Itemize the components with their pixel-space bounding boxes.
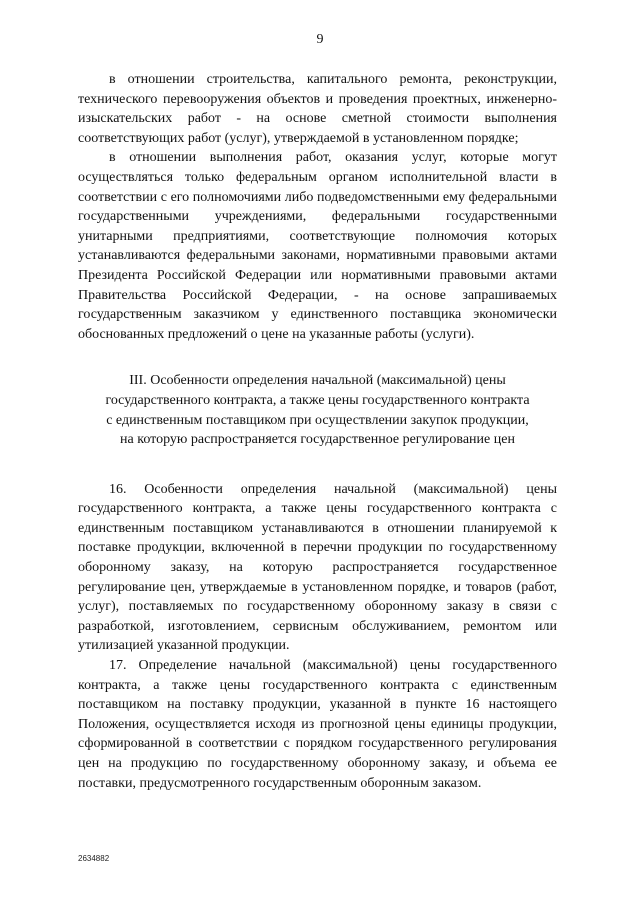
section-heading-line: III. Особенности определения начальной (максимальной) цены [129,373,506,389]
page-number: 9 [316,32,324,47]
paragraph-17: 17. Определение начальной (максимальной) цены государственного контракта, а также цены государственного контракта с единственным поставщиком на поставку продукции, указанной в пункте 16 настоящего Положения, осуществляется исходя из прогнозной цены единицы продукции, сформированной в соответствии с порядком государственного регулирования цен на продукцию по государственному оборонному заказу, и объема ее поставки, предусмотренного государственным оборонным заказом. [78,658,557,791]
section-heading [78,371,557,449]
section-heading-line: государственного контракта, а также цены государственного контракта [105,392,530,408]
document-body [78,70,557,793]
section-heading-line: на которую распространяется государственное регулирование цен [120,432,515,448]
section-heading-line: с единственным поставщиком при осуществлении закупок продукции, [106,412,529,428]
paragraph-construction: в отношении строительства, капитального ремонта, реконструкции, технического перевооружения объектов и проведения проектных, инженерно-изыскательских работ - на основе сметной стоимости выполнения соответствующих работ (услуг), утверждаемой в установленном порядке; [78,72,557,146]
document-code: 2634882 [78,854,110,863]
paragraph-16: 16. Особенности определения начальной (максимальной) цены государственного контракта, а также цены государственного контракта с единственным поставщиком устанавливаются в отношении планируемой к поставке продукции, включенной в перечни продукции по государственному оборонному заказу, на которую распространяется государственное регулирование цен, утверждаемые в установленном порядке, и товаров (работ, услуг), поставляемых по государственному оборонному заказу в связи с разработкой, изготовлением, сервисным обслуживанием, ремонтом или утилизацией указанной продукции. [78,481,557,654]
paragraph-works-services: в отношении выполнения работ, оказания услуг, которые могут осуществляться только федеральным органом исполнительной власти в соответствии с его полномочиями либо подведомственными ему федеральными государственными учреждениями, федеральными государственными унитарными предприятиями, соответствующие полномочия которых устанавливаются федеральными законами, нормативными правовыми актами Президента Российской Федерации или нормативными правовыми актами Правительства Российской Федерации, - на основе запрашиваемых государственным заказчиком у единственного поставщика экономически обоснованных предложений о цене на указанные работы (услуги). [78,150,557,342]
